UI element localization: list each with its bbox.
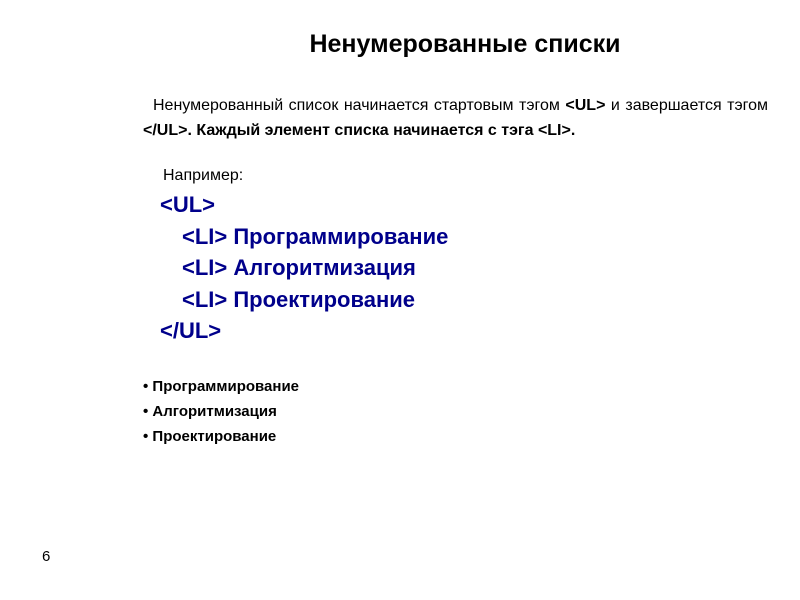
page-number: 6 [42, 548, 51, 565]
list-item: • Проектирование [143, 424, 299, 449]
rendered-list [143, 374, 299, 449]
code-line-ul-open: <UL> [160, 192, 216, 217]
paragraph-text-1: Ненумерованный список начинается стартовым тэгом [153, 97, 566, 114]
list-item: • Программирование [143, 374, 299, 399]
tag-li: <LI> [537, 122, 571, 139]
code-example [160, 189, 448, 347]
example-label: Например: [163, 167, 244, 184]
tag-ul-open: <UL> [565, 97, 606, 114]
code-line-item-3: <LI> Проектирование [182, 286, 415, 312]
tag-ul-close: </UL> [143, 122, 188, 139]
code-line-item-1: <LI> Программирование [182, 223, 449, 249]
description-paragraph [143, 93, 768, 143]
slide-title: Ненумерованные списки [309, 30, 621, 58]
paragraph-text-2: и завершается тэгом [605, 97, 768, 114]
paragraph-text-3: . Каждый элемент списка начинается с тэга [187, 122, 538, 139]
paragraph-text-4: . [570, 122, 576, 139]
code-line-ul-close: </UL> [160, 318, 222, 343]
code-line-item-2: <LI> Алгоритмизация [182, 255, 416, 280]
list-item: • Алгоритмизация [143, 399, 299, 424]
